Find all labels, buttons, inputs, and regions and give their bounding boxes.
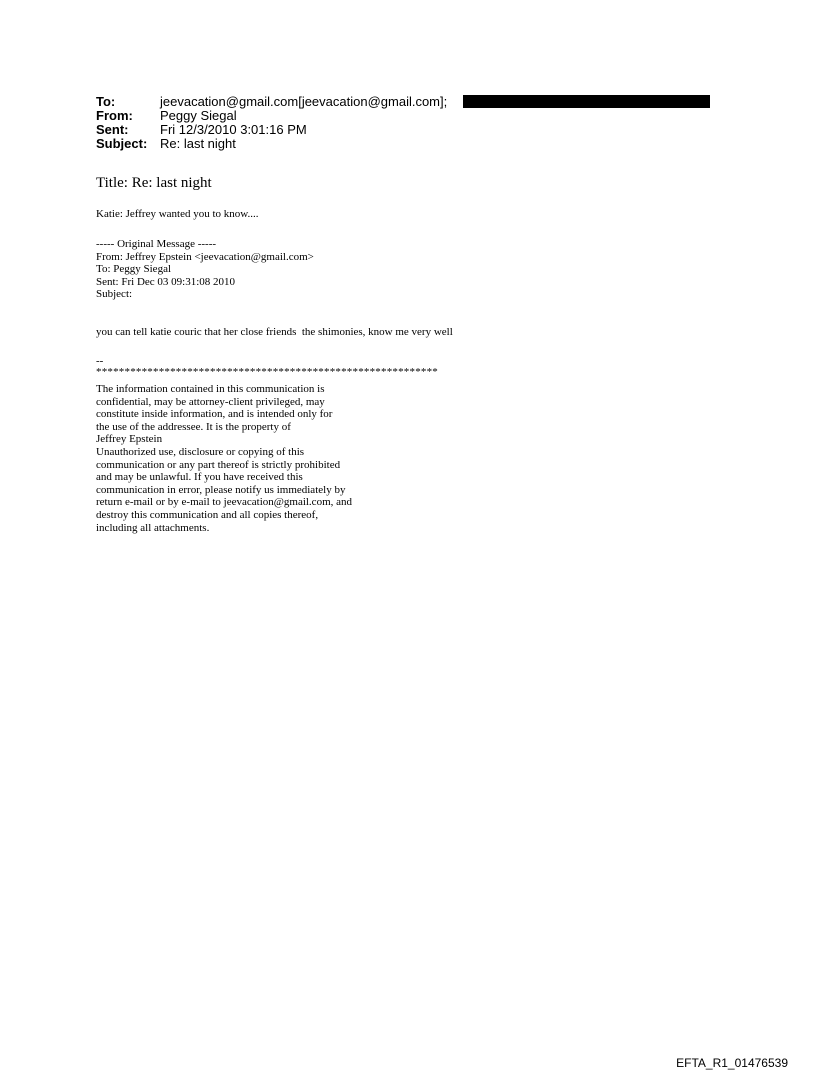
stars-divider: ************************************************************ (96, 366, 438, 378)
from-label: From: (96, 108, 133, 123)
message-body-text: you can tell katie couric that her close friends the shimonies, know me very well (96, 326, 453, 338)
original-subject: Subject: (96, 288, 133, 301)
disclaimer-line: constitute inside information, and is intended only for (96, 408, 333, 421)
disclaimer-line: communication in error, please notify us immediately by (96, 483, 346, 496)
original-from: From: Jeffrey Epstein <jeevacation@gmail.com> (96, 250, 314, 263)
redaction-bar (463, 95, 710, 108)
intro-line: Katie: Jeffrey wanted you to know.... (96, 208, 259, 220)
disclaimer-line: including all attachments. (96, 521, 210, 534)
to-row (96, 95, 447, 109)
email-title: Title: Re: last night (96, 175, 212, 191)
disclaimer-block (96, 383, 352, 534)
from-row (96, 109, 447, 123)
disclaimer-line: confidential, may be attorney-client privileged, may (96, 395, 325, 408)
original-message-divider: ----- Original Message ----- (96, 238, 217, 250)
sent-value: Fri 12/3/2010 3:01:16 PM (160, 122, 307, 137)
email-header (96, 95, 447, 151)
subject-row (96, 137, 447, 151)
sent-label: Sent: (96, 122, 129, 137)
disclaimer-line: Unauthorized use, disclosure or copying of this (96, 445, 305, 458)
disclaimer-line: destroy this communication and all copies thereof, (96, 508, 319, 521)
disclaimer-line: communication or any part thereof is strictly prohibited (96, 458, 341, 471)
original-sent: Sent: Fri Dec 03 09:31:08 2010 (96, 275, 236, 288)
disclaimer-line: return e-mail or by e-mail to jeevacation@gmail.com, and (96, 496, 353, 509)
from-value: Peggy Siegal (160, 108, 237, 123)
sent-row (96, 123, 447, 137)
message-body (96, 326, 453, 339)
signature-dash: -- (96, 355, 104, 367)
document-id: EFTA_R1_01476539 (676, 1056, 788, 1070)
disclaimer-line: Jeffrey Epstein (96, 433, 163, 446)
disclaimer-line: the use of the addressee. It is the property of (96, 420, 291, 433)
to-label: To: (96, 94, 116, 109)
original-message-block (96, 238, 314, 301)
subject-label: Subject: (96, 136, 148, 151)
subject-value: Re: last night (160, 136, 236, 151)
original-to: To: Peggy Siegal (96, 263, 172, 276)
disclaimer-line: and may be unlawful. If you have received this (96, 471, 303, 484)
disclaimer-line: The information contained in this communication is (96, 383, 325, 395)
to-value: jeevacation@gmail.com[jeevacation@gmail.com]; (160, 94, 448, 109)
